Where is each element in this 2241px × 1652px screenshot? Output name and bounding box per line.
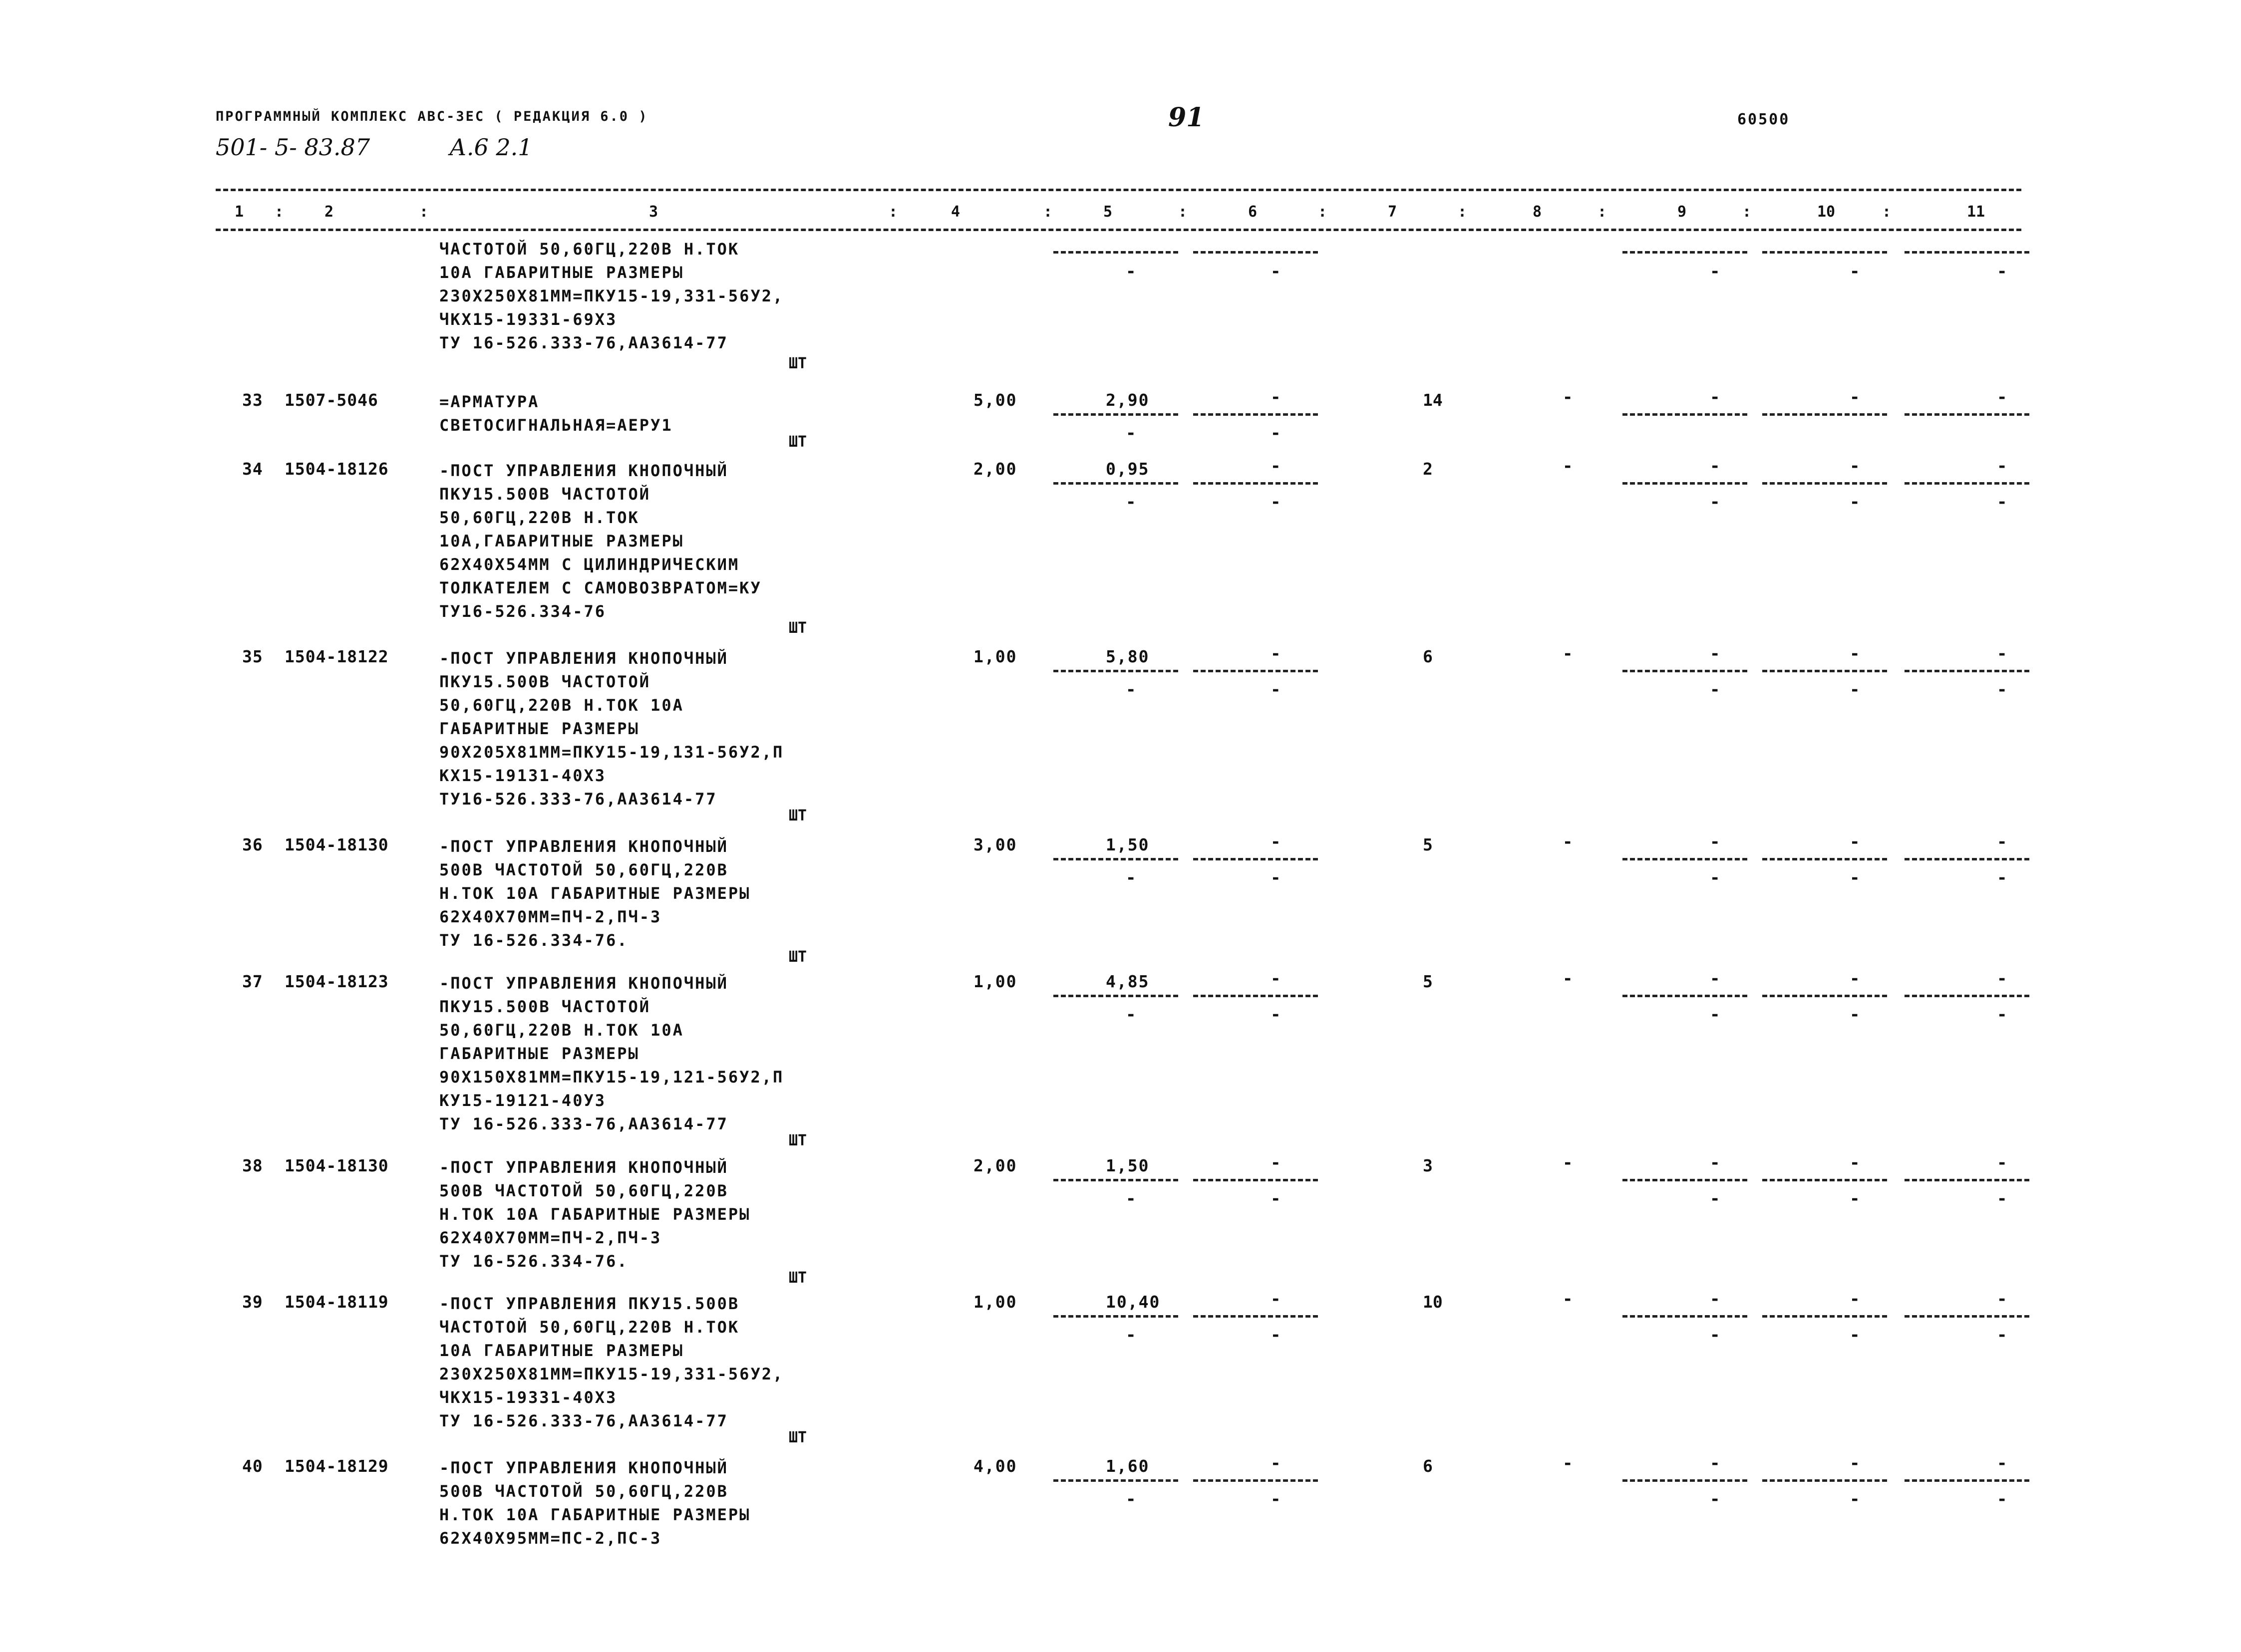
dashed-separator [1053,413,1178,416]
description-line: 62Х40Х95ММ=ПС-2,ПС-3 [439,1529,662,1548]
row-col11-value: - [1997,387,2007,407]
row-col9-lower-value: - [1710,1189,1720,1209]
description-line: 10А ГАБАРИТНЫЕ РАЗМЕРЫ [439,1341,684,1360]
dashed-separator [1053,670,1178,672]
row-col11-lower-value: - [1997,680,2007,700]
row-col5-value: 1,50 [1106,1156,1150,1175]
row-description [439,647,784,811]
row-col5-lower-value: - [1126,1189,1136,1209]
row-col8-value: - [1563,1153,1573,1173]
column-header-7: 7 [1388,203,1397,221]
dashed-separator [1622,482,1747,485]
dashed-separator [1622,251,1747,254]
row-col10-value: - [1850,644,1860,664]
description-line: -ПОСТ УПРАВЛЕНИЯ КНОПОЧНЫЙ [439,461,728,480]
row-col7-value: 10 [1423,1292,1443,1312]
column-header-4: 4 [951,203,960,221]
row-col5-value: 1,50 [1106,835,1150,854]
row-col8-value: - [1563,387,1573,407]
row-code: 1504-18122 [285,647,389,666]
dashed-separator [1622,1315,1747,1318]
row-unit: ШТ [789,807,807,825]
column-separator: : [1598,203,1607,221]
dashed-separator [1193,1179,1318,1181]
description-line: ЧАСТОТОЙ 50,60ГЦ,220В Н.ТОК [439,1318,740,1337]
row-number: 36 [242,835,263,854]
dashed-separator [1762,858,1887,860]
row-col7-value: 5 [1423,972,1433,991]
row-col6-value: - [1271,644,1281,664]
dashed-separator [1193,413,1318,416]
row-col9-lower-value: - [1710,680,1720,700]
row-col7-value: 6 [1423,1456,1433,1476]
row-col9-lower-value: - [1710,868,1720,888]
row-col10-lower-value: - [1850,1325,1860,1345]
row-col5-value: 0,95 [1106,459,1150,479]
row-col11-value: - [1997,644,2007,664]
description-line: 90Х150Х81ММ=ПКУ15-19,121-56У2,П [439,1068,784,1087]
row-col11-lower-value: - [1997,1489,2007,1509]
row-col11-value: - [1997,1289,2007,1309]
row-col5-lower-value: - [1126,423,1136,443]
row-col8-value: - [1563,832,1573,852]
row-col5-lower-value: - [1126,868,1136,888]
row-col8-value: - [1563,1453,1573,1473]
row-col9-value: - [1710,644,1720,664]
row-col6-lower-value: - [1271,423,1281,443]
row-description [439,972,784,1136]
dashed-separator [1193,670,1318,672]
description-line: ПКУ15.500В ЧАСТОТОЙ [439,997,651,1016]
row-col8-value: - [1563,1289,1573,1309]
row-col10-lower-value: - [1850,680,1860,700]
column-header-8: 8 [1533,203,1542,221]
description-line: ГАБАРИТНЫЕ РАЗМЕРЫ [439,719,640,738]
description-line: ПКУ15.500В ЧАСТОТОЙ [439,485,651,504]
row-col6-lower-value: - [1271,868,1281,888]
description-line: ТУ 16-526.333-76,АА3614-77 [439,1411,728,1430]
description-line: 50,60ГЦ,220В Н.ТОК 10А [439,696,684,715]
column-separator: : [275,203,284,221]
description-line: ТОЛКАТЕЛЕМ С САМОВОЗВРАТОМ=КУ [439,578,762,597]
description-line: 500В ЧАСТОТОЙ 50,60ГЦ,220В [439,860,728,879]
description-line: -ПОСТ УПРАВЛЕНИЯ КНОПОЧНЫЙ [439,1158,728,1177]
row-col9-value: - [1710,1153,1720,1173]
column-header-1: 1 [235,203,244,221]
row-col6-value: - [1271,387,1281,407]
row-col9-value: - [1710,1453,1720,1473]
row-col6-value: - [1271,456,1281,476]
row-col9-lower-value: - [1710,1489,1720,1509]
row-col10-lower-value: - [1850,492,1860,512]
row-col10-value: - [1850,456,1860,476]
row-col8-value: - [1563,456,1573,476]
row-col9-value: - [1710,1289,1720,1309]
description-line: -ПОСТ УПРАВЛЕНИЯ КНОПОЧНЫЙ [439,837,728,856]
row-col6-value: - [1271,1153,1281,1173]
row-unit: ШТ [789,1269,807,1287]
row-col10-value: - [1850,1453,1860,1473]
row-col10-lower-value: - [1850,1005,1860,1025]
row-col10-value: - [1850,969,1860,989]
row-description [439,238,784,355]
program-title: ПРОГРАММНЫЙ КОМПЛЕКС АВС-3ЕС ( РЕДАКЦИЯ 6.0 ) [216,109,648,124]
description-line: ТУ16-526.333-76,АА3614-77 [439,790,717,809]
row-col10-value: - [1850,832,1860,852]
row-col11-lower-value: - [1997,1005,2007,1025]
row-col11-value: - [1997,1453,2007,1473]
row-col5-lower-value: - [1126,1005,1136,1025]
row-col11-lower-value: - [1997,1189,2007,1209]
row-number: 35 [242,647,263,666]
row-col5-lower-value: - [1126,492,1136,512]
row-col5-lower-value: - [1126,680,1136,700]
row-col6-lower-value: - [1271,680,1281,700]
row-code: 1504-18126 [285,459,389,479]
row-code: 1504-18130 [285,1156,389,1175]
dashed-separator [1193,251,1318,254]
dashed-separator [1762,251,1887,254]
description-line: ТУ 16-526.334-76. [439,931,629,950]
row-number: 37 [242,972,263,991]
dashed-separator [1053,995,1178,997]
column-header-6: 6 [1248,203,1258,221]
dashed-separator [1762,1179,1887,1181]
row-col11-lower-value: - [1997,1325,2007,1345]
row-quantity: 3,00 [973,835,1017,854]
description-line: КХ15-19131-40ХЗ [439,766,606,785]
handwritten-project-code: 501- 5- 83.87 [216,134,370,161]
dashed-separator [1762,482,1887,485]
row-quantity: 4,00 [973,1456,1017,1476]
row-number: 39 [242,1292,263,1312]
row-col11-value: - [1997,969,2007,989]
col10-lower-value: - [1850,262,1860,281]
dashed-separator [1193,1479,1318,1482]
table-top-rule [216,189,2021,191]
dashed-separator [1905,1179,2029,1181]
col11-lower-value: - [1997,262,2007,281]
row-unit: ШТ [789,433,807,451]
dashed-separator [1905,1315,2029,1318]
row-col10-lower-value: - [1850,868,1860,888]
row-col9-lower-value: - [1710,492,1720,512]
column-separator: : [1882,203,1892,221]
row-col6-lower-value: - [1271,1189,1281,1209]
description-line: 230Х250Х81ММ=ПКУ15-19,331-56У2, [439,1365,784,1383]
row-description [439,390,673,437]
description-line: =АРМАТУРА [439,392,540,411]
row-col6-value: - [1271,969,1281,989]
row-description [439,835,750,952]
row-code: 1504-18130 [285,835,389,854]
description-line: 10А,ГАБАРИТНЫЕ РАЗМЕРЫ [439,532,684,551]
row-quantity: 5,00 [973,390,1017,410]
description-line: 50,60ГЦ,220В Н.ТОК [439,508,640,527]
row-col6-value: - [1271,1453,1281,1473]
column-header-11: 11 [1967,203,1985,221]
row-col5-value: 1,60 [1106,1456,1150,1476]
row-col5-lower-value: - [1126,1325,1136,1345]
dashed-separator [1905,413,2029,416]
column-header-3: 3 [649,203,658,221]
description-line: ТУ 16-526.334-76. [439,1252,629,1271]
row-quantity: 1,00 [973,1292,1017,1312]
row-code: 1507-5046 [285,390,378,410]
row-col10-value: - [1850,1153,1860,1173]
dashed-separator [1053,482,1178,485]
dashed-separator [1762,413,1887,416]
row-col6-lower-value: - [1271,1489,1281,1509]
row-col9-lower-value: - [1710,1005,1720,1025]
row-unit: ШТ [789,1429,807,1446]
row-col10-lower-value: - [1850,1489,1860,1509]
description-line: ЧКХ15-19331-40ХЗ [439,1388,618,1407]
row-unit: ШТ [789,1132,807,1149]
row-col7-value: 3 [1423,1156,1433,1175]
row-quantity: 2,00 [973,459,1017,479]
row-col6-lower-value: - [1271,492,1281,512]
col9-lower-value: - [1710,262,1720,281]
column-header-5: 5 [1103,203,1113,221]
dashed-separator [1762,995,1887,997]
dashed-separator [1053,1179,1178,1181]
row-col9-value: - [1710,456,1720,476]
row-col7-value: 2 [1423,459,1433,479]
dashed-separator [1053,858,1178,860]
description-line: ТУ 16-526.333-76,АА3614-77 [439,333,728,352]
row-col5-value: 4,85 [1106,972,1150,991]
handwritten-album: А.6 2.1 [449,134,533,161]
doc-code: 60500 [1737,111,1790,128]
dashed-separator [1622,858,1747,860]
description-line: Н.ТОК 10А ГАБАРИТНЫЕ РАЗМЕРЫ [439,884,751,903]
description-line: СВЕТОСИГНАЛЬНАЯ=АЕРУ1 [439,416,673,435]
row-code: 1504-18123 [285,972,389,991]
row-col11-value: - [1997,456,2007,476]
column-separator: : [1318,203,1327,221]
description-line: -ПОСТ УПРАВЛЕНИЯ КНОПОЧНЫЙ [439,1458,728,1477]
row-code: 1504-18119 [285,1292,389,1312]
col6-lower-value: - [1271,262,1281,281]
row-col7-value: 14 [1423,390,1443,410]
row-col8-value: - [1563,969,1573,989]
row-unit: ШТ [789,948,807,966]
dashed-separator [1622,1479,1747,1482]
dashed-separator [1905,858,2029,860]
row-number: 34 [242,459,263,479]
row-col11-value: - [1997,832,2007,852]
description-line: 62Х40Х70ММ=ПЧ-2,ПЧ-3 [439,907,662,926]
dashed-separator [1762,1479,1887,1482]
row-col11-lower-value: - [1997,868,2007,888]
row-col6-value: - [1271,832,1281,852]
row-col6-value: - [1271,1289,1281,1309]
row-col11-lower-value: - [1997,492,2007,512]
row-quantity: 1,00 [973,972,1017,991]
description-line: 50,60ГЦ,220В Н.ТОК 10А [439,1021,684,1040]
column-separator: : [1458,203,1467,221]
dashed-separator [1193,482,1318,485]
description-line: ПКУ15.500В ЧАСТОТОЙ [439,672,651,691]
dashed-separator [1193,858,1318,860]
row-col10-value: - [1850,1289,1860,1309]
row-quantity: 2,00 [973,1156,1017,1175]
row-number: 33 [242,390,263,410]
row-unit: ШТ [789,619,807,637]
row-col9-value: - [1710,969,1720,989]
dashed-separator [1193,995,1318,997]
row-col7-value: 6 [1423,647,1433,666]
dashed-separator [1053,251,1178,254]
row-quantity: 1,00 [973,647,1017,666]
row-unit: ШТ [789,355,807,372]
row-description [439,1292,784,1433]
description-line: 500В ЧАСТОТОЙ 50,60ГЦ,220В [439,1482,728,1501]
row-col8-value: - [1563,644,1573,664]
row-col5-lower-value: - [1126,1489,1136,1509]
dashed-separator [1905,995,2029,997]
description-line: ТУ 16-526.333-76,АА3614-77 [439,1114,728,1133]
description-line: 500В ЧАСТОТОЙ 50,60ГЦ,220В [439,1181,728,1200]
row-number: 38 [242,1156,263,1175]
row-code: 1504-18129 [285,1456,389,1476]
row-col9-lower-value: - [1710,1325,1720,1345]
description-line: 90Х205Х81ММ=ПКУ15-19,131-56У2,П [439,743,784,762]
row-col5-value: 5,80 [1106,647,1150,666]
column-separator: : [889,203,898,221]
column-header-9: 9 [1677,203,1687,221]
description-line: -ПОСТ УПРАВЛЕНИЯ КНОПОЧНЫЙ [439,649,728,668]
column-separator: : [1043,203,1053,221]
dashed-separator [1053,1315,1178,1318]
row-col11-value: - [1997,1153,2007,1173]
column-separator: : [419,203,429,221]
row-description [439,459,762,623]
table-header-rule [216,229,2021,231]
dashed-separator [1622,1179,1747,1181]
row-col7-value: 5 [1423,835,1433,854]
row-number: 40 [242,1456,263,1476]
row-col10-lower-value: - [1850,1189,1860,1209]
column-header-10: 10 [1817,203,1836,221]
row-description [439,1156,750,1273]
description-line: 62Х40Х70ММ=ПЧ-2,ПЧ-3 [439,1228,662,1247]
dashed-separator [1905,251,2029,254]
dashed-separator [1622,413,1747,416]
description-line: ЧКХ15-19331-69ХЗ [439,310,618,329]
dashed-separator [1193,1315,1318,1318]
description-line: КУ15-19121-40УЗ [439,1091,606,1110]
dashed-separator [1905,670,2029,672]
description-line: 230Х250Х81ММ=ПКУ15-19,331-56У2, [439,286,784,305]
col5-lower-value: - [1126,262,1136,281]
description-line: Н.ТОК 10А ГАБАРИТНЫЕ РАЗМЕРЫ [439,1505,751,1524]
dashed-separator [1622,995,1747,997]
description-line: ТУ16-526.334-76 [439,602,606,621]
description-line: ЧАСТОТОЙ 50,60ГЦ,220В Н.ТОК [439,240,740,259]
row-col10-value: - [1850,387,1860,407]
description-line: 62Х40Х54ММ С ЦИЛИНДРИЧЕСКИМ [439,555,740,574]
description-line: -ПОСТ УПРАВЛЕНИЯ ПКУ15.500В [439,1294,740,1313]
column-separator: : [1178,203,1188,221]
column-separator: : [1742,203,1752,221]
description-line: 10А ГАБАРИТНЫЕ РАЗМЕРЫ [439,263,684,282]
description-line: -ПОСТ УПРАВЛЕНИЯ КНОПОЧНЫЙ [439,974,728,993]
dashed-separator [1762,670,1887,672]
description-line: Н.ТОК 10А ГАБАРИТНЫЕ РАЗМЕРЫ [439,1205,751,1224]
row-col9-value: - [1710,387,1720,407]
row-col5-value: 2,90 [1106,390,1150,410]
column-header-2: 2 [324,203,334,221]
row-col9-value: - [1710,832,1720,852]
dashed-separator [1053,1479,1178,1482]
dashed-separator [1905,1479,2029,1482]
page-number: 91 [1168,102,1205,133]
row-col6-lower-value: - [1271,1325,1281,1345]
dashed-separator [1622,670,1747,672]
row-col6-lower-value: - [1271,1005,1281,1025]
dashed-separator [1762,1315,1887,1318]
row-description [439,1456,750,1550]
description-line: ГАБАРИТНЫЕ РАЗМЕРЫ [439,1044,640,1063]
row-col5-value: 10,40 [1106,1292,1161,1312]
dashed-separator [1905,482,2029,485]
